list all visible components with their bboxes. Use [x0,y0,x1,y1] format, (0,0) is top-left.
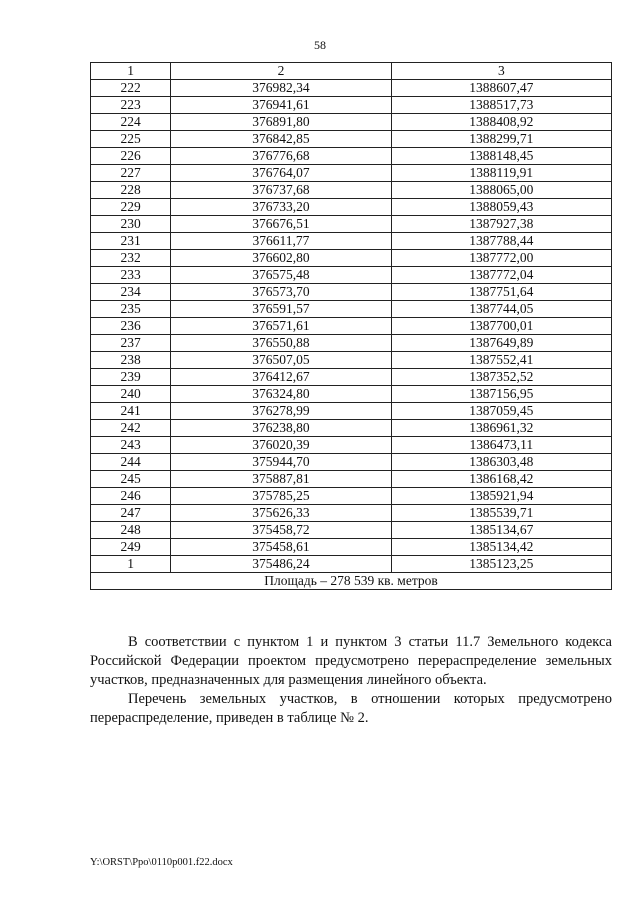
table-row [91,335,612,352]
cell-y-coordinate: 1387059,45 [391,403,611,420]
cell-point-number: 229 [91,199,171,216]
cell-x-coordinate: 376733,20 [171,199,391,216]
cell-point-number: 231 [91,233,171,250]
cell-x-coordinate: 376891,80 [171,114,391,131]
cell-y-coordinate: 1388607,47 [391,80,611,97]
cell-x-coordinate: 375944,70 [171,454,391,471]
table-row [91,471,612,488]
cell-y-coordinate: 1388517,73 [391,97,611,114]
cell-point-number: 244 [91,454,171,471]
cell-y-coordinate: 1385134,42 [391,539,611,556]
cell-x-coordinate: 376507,05 [171,352,391,369]
table-row [91,505,612,522]
table-row [91,80,612,97]
cell-point-number: 225 [91,131,171,148]
cell-y-coordinate: 1387156,95 [391,386,611,403]
cell-point-number: 249 [91,539,171,556]
table-area-row [91,573,612,590]
cell-x-coordinate: 376573,70 [171,284,391,301]
cell-point-number: 238 [91,352,171,369]
cell-point-number: 246 [91,488,171,505]
table-row [91,437,612,454]
table-row [91,199,612,216]
cell-x-coordinate: 375458,61 [171,539,391,556]
cell-point-number: 222 [91,80,171,97]
cell-point-number: 233 [91,267,171,284]
cell-point-number: 243 [91,437,171,454]
table-row [91,97,612,114]
table-row [91,250,612,267]
cell-x-coordinate: 376776,68 [171,148,391,165]
cell-y-coordinate: 1388148,45 [391,148,611,165]
cell-y-coordinate: 1386303,48 [391,454,611,471]
cell-point-number: 237 [91,335,171,352]
cell-x-coordinate: 376764,07 [171,165,391,182]
cell-y-coordinate: 1385539,71 [391,505,611,522]
cell-x-coordinate: 375887,81 [171,471,391,488]
cell-x-coordinate: 376591,57 [171,301,391,318]
cell-x-coordinate: 376238,80 [171,420,391,437]
cell-y-coordinate: 1388059,43 [391,199,611,216]
table-row [91,284,612,301]
cell-y-coordinate: 1388408,92 [391,114,611,131]
cell-point-number: 241 [91,403,171,420]
cell-y-coordinate: 1388299,71 [391,131,611,148]
table-row [91,454,612,471]
table-row [91,352,612,369]
cell-point-number: 224 [91,114,171,131]
table-header-row [91,63,612,80]
cell-point-number: 239 [91,369,171,386]
table-row [91,369,612,386]
cell-x-coordinate: 376412,67 [171,369,391,386]
cell-x-coordinate: 375486,24 [171,556,391,573]
cell-point-number: 230 [91,216,171,233]
cell-point-number: 232 [91,250,171,267]
footer-file-path: Y:\ORST\Ppo\0110p001.f22.docx [90,857,233,868]
table-row [91,539,612,556]
cell-y-coordinate: 1388119,91 [391,165,611,182]
cell-x-coordinate: 376737,68 [171,182,391,199]
table-row [91,403,612,420]
cell-x-coordinate: 376611,77 [171,233,391,250]
cell-y-coordinate: 1387352,52 [391,369,611,386]
cell-y-coordinate: 1387744,05 [391,301,611,318]
cell-point-number: 240 [91,386,171,403]
cell-x-coordinate: 376020,39 [171,437,391,454]
table-row [91,216,612,233]
table-row [91,148,612,165]
cell-y-coordinate: 1387552,41 [391,352,611,369]
cell-y-coordinate: 1385921,94 [391,488,611,505]
cell-x-coordinate: 376550,88 [171,335,391,352]
cell-y-coordinate: 1386961,32 [391,420,611,437]
cell-x-coordinate: 375458,72 [171,522,391,539]
cell-point-number: 228 [91,182,171,199]
table-row [91,131,612,148]
cell-point-number: 234 [91,284,171,301]
table-row [91,318,612,335]
cell-y-coordinate: 1387788,44 [391,233,611,250]
cell-y-coordinate: 1386473,11 [391,437,611,454]
cell-y-coordinate: 1385134,67 [391,522,611,539]
table-row [91,114,612,131]
coordinates-table [90,62,612,590]
cell-x-coordinate: 376571,61 [171,318,391,335]
cell-y-coordinate: 1386168,42 [391,471,611,488]
cell-y-coordinate: 1387751,64 [391,284,611,301]
column-header-y: 3 [391,63,611,80]
table-row [91,182,612,199]
cell-point-number: 223 [91,97,171,114]
table-row [91,386,612,403]
cell-point-number: 1 [91,556,171,573]
cell-point-number: 247 [91,505,171,522]
cell-x-coordinate: 376676,51 [171,216,391,233]
cell-x-coordinate: 376842,85 [171,131,391,148]
cell-x-coordinate: 376278,99 [171,403,391,420]
page-number: 58 [314,38,326,52]
cell-point-number: 226 [91,148,171,165]
cell-point-number: 235 [91,301,171,318]
cell-point-number: 227 [91,165,171,182]
cell-y-coordinate: 1387772,04 [391,267,611,284]
table-row [91,420,612,437]
cell-x-coordinate: 375626,33 [171,505,391,522]
paragraph-list-reference: Перечень земельных участков, в отношении которых предусмотрено перераспределение, приведен в таблице № 2. [90,691,612,726]
table-row [91,165,612,182]
paragraph-redistribution: В соответствии с пунктом 1 и пунктом 3 статьи 11.7 Земельного кодекса Российской Федерации проектом предусмотрено перераспределение земельных участков, предназначенных для размещения линейного объекта. [90,634,612,688]
table-row [91,488,612,505]
table-row [91,301,612,318]
cell-point-number: 236 [91,318,171,335]
table-row [91,267,612,284]
cell-y-coordinate: 1387700,01 [391,318,611,335]
area-total: Площадь – 278 539 кв. метров [91,573,612,590]
table-row [91,522,612,539]
cell-y-coordinate: 1387927,38 [391,216,611,233]
cell-point-number: 245 [91,471,171,488]
cell-x-coordinate: 376575,48 [171,267,391,284]
column-header-x: 2 [171,63,391,80]
coordinates-table-body [91,63,612,590]
cell-x-coordinate: 376941,61 [171,97,391,114]
cell-x-coordinate: 375785,25 [171,488,391,505]
cell-y-coordinate: 1387772,00 [391,250,611,267]
table-row [91,233,612,250]
column-header-number: 1 [91,63,171,80]
cell-y-coordinate: 1387649,89 [391,335,611,352]
cell-point-number: 242 [91,420,171,437]
table-row [91,556,612,573]
cell-point-number: 248 [91,522,171,539]
cell-x-coordinate: 376324,80 [171,386,391,403]
cell-y-coordinate: 1388065,00 [391,182,611,199]
cell-x-coordinate: 376602,80 [171,250,391,267]
cell-x-coordinate: 376982,34 [171,80,391,97]
cell-y-coordinate: 1385123,25 [391,556,611,573]
